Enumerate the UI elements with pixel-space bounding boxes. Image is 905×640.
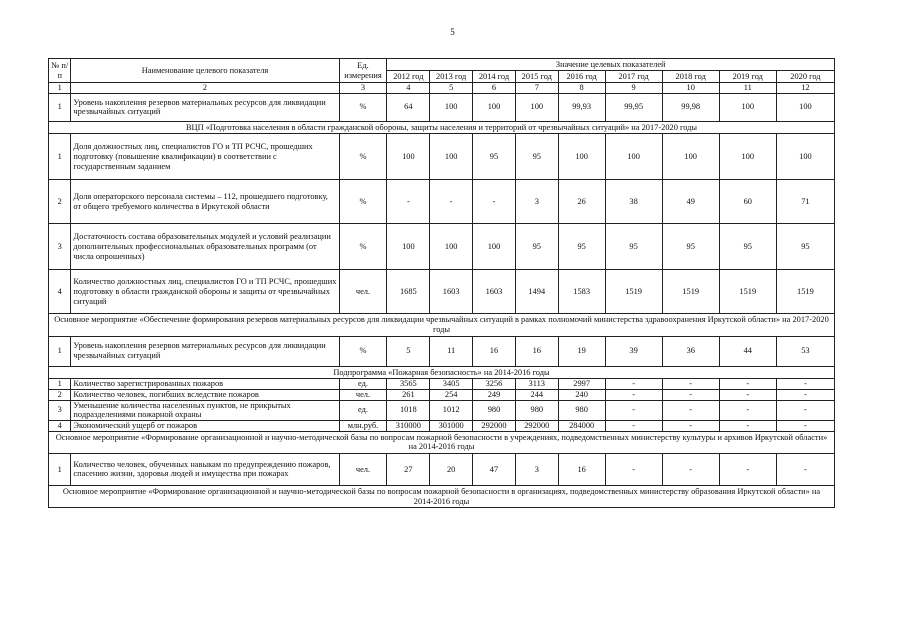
indicator-value: 11: [430, 336, 473, 366]
indicator-value: -: [719, 420, 776, 431]
header-year: 2013 год: [430, 71, 473, 83]
table-row: [49, 453, 835, 485]
indicator-value: 100: [430, 134, 473, 180]
indicator-value: 95: [558, 224, 605, 270]
table-row: [49, 336, 835, 366]
column-numbers-row: [49, 83, 835, 94]
indicator-value: 301000: [430, 420, 473, 431]
row-number: 4: [49, 420, 71, 431]
row-number: 1: [49, 134, 71, 180]
header-values-group: Значение целевых показателей: [387, 59, 835, 71]
indicator-value: -: [776, 389, 834, 400]
indicator-value: 310000: [387, 420, 430, 431]
indicator-value: 39: [605, 336, 662, 366]
indicator-name: Экономический ущерб от пожаров: [71, 420, 339, 431]
section-row: [49, 431, 835, 453]
indicator-value: 100: [719, 134, 776, 180]
indicator-value: 19: [558, 336, 605, 366]
indicator-value: 16: [558, 453, 605, 485]
page-number: 5: [450, 27, 455, 37]
indicator-value: 95: [719, 224, 776, 270]
indicator-value: 1519: [776, 270, 834, 314]
indicator-value: 3256: [473, 379, 516, 390]
unit: чел.: [339, 453, 387, 485]
header-year: 2019 год: [719, 71, 776, 83]
section-title: Основное мероприятие «Обеспечение формирования резервов материальных ресурсов для ликвидации чрезвычайных ситуаций в рамках полномочий министерства здравоохранения Иркутской области» на 2017-2020 годы: [49, 314, 835, 336]
indicator-value: 95: [776, 224, 834, 270]
indicator-value: 1519: [662, 270, 719, 314]
indicator-name: Количество человек, обученных навыкам по предупреждению пожаров, спасению жизни, здоровья людей и имущества при пожарах: [71, 453, 339, 485]
unit: ед.: [339, 379, 387, 390]
indicator-value: 95: [605, 224, 662, 270]
row-number: 1: [49, 93, 71, 121]
header-year: 2015 год: [515, 71, 558, 83]
indicator-value: 100: [558, 134, 605, 180]
indicator-value: -: [719, 379, 776, 390]
indicator-value: 38: [605, 180, 662, 224]
column-number: 4: [387, 83, 430, 94]
indicator-value: -: [605, 400, 662, 420]
indicator-value: 2997: [558, 379, 605, 390]
header-col-no: № п/п: [49, 59, 71, 83]
indicator-value: 100: [473, 224, 516, 270]
indicator-value: 261: [387, 389, 430, 400]
indicator-value: 100: [776, 134, 834, 180]
column-number: 10: [662, 83, 719, 94]
indicator-value: 1018: [387, 400, 430, 420]
indicator-name: Уровень накопления резервов материальных ресурсов для ликвидации чрезвычайных ситуаций: [71, 336, 339, 366]
row-number: 3: [49, 400, 71, 420]
indicator-name: Достаточность состава образовательных модулей и условий реализации дополнительных профессиональных образовательных программ (от числа опрошенных): [71, 224, 339, 270]
indicator-value: 3405: [430, 379, 473, 390]
indicator-value: 254: [430, 389, 473, 400]
indicator-value: 64: [387, 93, 430, 121]
unit: %: [339, 224, 387, 270]
indicator-value: 100: [662, 134, 719, 180]
indicator-value: 3: [515, 180, 558, 224]
indicator-value: -: [662, 420, 719, 431]
indicator-value: 1494: [515, 270, 558, 314]
indicator-value: 95: [515, 224, 558, 270]
indicator-name: Количество должностных лиц, специалистов ГО и ТП РСЧС, прошедших подготовку в области гражданской обороны и защиты от чрезвычайных ситуаций: [71, 270, 339, 314]
section-row: [49, 314, 835, 336]
column-number: 11: [719, 83, 776, 94]
indicator-value: 100: [473, 93, 516, 121]
indicator-name: Количество человек, погибших вследствие пожаров: [71, 389, 339, 400]
column-number: 12: [776, 83, 834, 94]
column-number: 5: [430, 83, 473, 94]
indicator-name: Доля должностных лиц, специалистов ГО и ТП РСЧС, прошедших подготовку (повышение квалификации) в соответствии с государственным заданием: [71, 134, 339, 180]
indicator-value: 20: [430, 453, 473, 485]
indicator-value: 1603: [430, 270, 473, 314]
indicator-value: 27: [387, 453, 430, 485]
indicator-value: 44: [719, 336, 776, 366]
table-row: [49, 270, 835, 314]
indicator-value: -: [719, 389, 776, 400]
indicator-value: 284000: [558, 420, 605, 431]
header-year: 2017 год: [605, 71, 662, 83]
table-row: [49, 400, 835, 420]
indicator-value: 1519: [719, 270, 776, 314]
header-year: 2012 год: [387, 71, 430, 83]
indicator-value: 100: [430, 93, 473, 121]
table-row: [49, 420, 835, 431]
column-number: 1: [49, 83, 71, 94]
indicator-value: 53: [776, 336, 834, 366]
indicator-value: -: [719, 400, 776, 420]
indicator-value: 980: [515, 400, 558, 420]
indicator-value: -: [605, 420, 662, 431]
header-year: 2016 год: [558, 71, 605, 83]
indicator-value: -: [605, 379, 662, 390]
indicator-value: 26: [558, 180, 605, 224]
header-col-name: Наименование целевого показателя: [71, 59, 339, 83]
section-title: Основное мероприятие «Формирование организационной и научно-методической базы по вопросам пожарной безопасности в учреждениях, подведомственных министерству культуры и архивов Иркутской области» на 2014-2016 годы: [49, 431, 835, 453]
indicator-value: 100: [430, 224, 473, 270]
indicator-value: -: [662, 379, 719, 390]
indicator-value: 249: [473, 389, 516, 400]
indicator-value: -: [776, 400, 834, 420]
indicator-value: 1685: [387, 270, 430, 314]
row-number: 2: [49, 389, 71, 400]
indicator-value: 99,93: [558, 93, 605, 121]
table-row: [49, 224, 835, 270]
indicator-value: 100: [776, 93, 834, 121]
unit: %: [339, 93, 387, 121]
table-row: [49, 389, 835, 400]
indicator-value: 99,98: [662, 93, 719, 121]
column-number: 6: [473, 83, 516, 94]
indicator-value: 47: [473, 453, 516, 485]
section-title: Подпрограмма «Пожарная безопасность» на 2014-2016 годы: [49, 366, 835, 379]
column-number: 9: [605, 83, 662, 94]
indicator-value: -: [387, 180, 430, 224]
indicator-name: Уровень накопления резервов материальных ресурсов для ликвидации чрезвычайных ситуаций: [71, 93, 339, 121]
row-number: 1: [49, 453, 71, 485]
indicator-value: 95: [662, 224, 719, 270]
row-number: 3: [49, 224, 71, 270]
row-number: 2: [49, 180, 71, 224]
table-row: [49, 93, 835, 121]
indicator-value: -: [662, 453, 719, 485]
section-row: [49, 366, 835, 379]
indicator-value: -: [605, 453, 662, 485]
indicator-value: 1012: [430, 400, 473, 420]
indicator-value: 3113: [515, 379, 558, 390]
indicator-value: -: [662, 400, 719, 420]
column-number: 3: [339, 83, 387, 94]
table-row: [49, 379, 835, 390]
indicator-value: 100: [387, 134, 430, 180]
header-year: 2018 год: [662, 71, 719, 83]
indicator-value: 292000: [473, 420, 516, 431]
column-number: 8: [558, 83, 605, 94]
indicator-name: Уменьшение количества населенных пунктов, не прикрытых подразделениями пожарной охраны: [71, 400, 339, 420]
indicator-value: 100: [605, 134, 662, 180]
table-row: [49, 134, 835, 180]
indicator-value: 60: [719, 180, 776, 224]
indicator-value: 980: [473, 400, 516, 420]
indicator-name: Количество зарегистрированных пожаров: [71, 379, 339, 390]
indicator-value: 100: [719, 93, 776, 121]
row-number: 4: [49, 270, 71, 314]
indicator-value: -: [605, 389, 662, 400]
indicator-value: 3565: [387, 379, 430, 390]
indicator-value: 95: [515, 134, 558, 180]
column-number: 7: [515, 83, 558, 94]
unit: млн.руб.: [339, 420, 387, 431]
section-title: Основное мероприятие «Формирование организационной и научно-методической базы по вопросам пожарной безопасности в организациях, подведомственных министерству образования Иркутской области» на 2014-2016 годы: [49, 485, 835, 507]
unit: %: [339, 180, 387, 224]
unit: чел.: [339, 389, 387, 400]
indicator-value: -: [473, 180, 516, 224]
indicator-value: -: [662, 389, 719, 400]
row-number: 1: [49, 336, 71, 366]
section-title: ВЦП «Подготовка населения в области гражданской обороны, защиты населения и территорий от чрезвычайных ситуаций» на 2017-2020 годы: [49, 121, 835, 134]
section-row: [49, 485, 835, 507]
header-col-unit: Ед. измерения: [339, 59, 387, 83]
header-year: 2020 год: [776, 71, 834, 83]
unit: ед.: [339, 400, 387, 420]
header-row: [49, 59, 835, 71]
indicator-value: 5: [387, 336, 430, 366]
indicator-value: 95: [473, 134, 516, 180]
unit: %: [339, 336, 387, 366]
section-row: [49, 121, 835, 134]
indicator-value: 980: [558, 400, 605, 420]
indicator-value: 3: [515, 453, 558, 485]
indicator-value: 100: [387, 224, 430, 270]
column-number: 2: [71, 83, 339, 94]
indicator-value: 16: [515, 336, 558, 366]
indicator-value: -: [776, 453, 834, 485]
indicator-value: 1583: [558, 270, 605, 314]
header-year: 2014 год: [473, 71, 516, 83]
unit: чел.: [339, 270, 387, 314]
indicator-value: 240: [558, 389, 605, 400]
indicator-value: 244: [515, 389, 558, 400]
table-body: [49, 59, 835, 508]
indicator-value: -: [430, 180, 473, 224]
indicator-value: 49: [662, 180, 719, 224]
indicator-value: 100: [515, 93, 558, 121]
indicator-value: 292000: [515, 420, 558, 431]
indicator-value: 1603: [473, 270, 516, 314]
indicator-value: -: [776, 379, 834, 390]
indicator-value: 16: [473, 336, 516, 366]
indicator-name: Доля операторского персонала системы – 112, прошедшего подготовку, от общего требуемого количества в Иркутской области: [71, 180, 339, 224]
indicator-value: -: [776, 420, 834, 431]
indicator-value: 71: [776, 180, 834, 224]
indicator-value: -: [719, 453, 776, 485]
target-indicators-table: [48, 58, 835, 508]
indicator-value: 99,95: [605, 93, 662, 121]
indicator-value: 36: [662, 336, 719, 366]
unit: %: [339, 134, 387, 180]
indicator-value: 1519: [605, 270, 662, 314]
row-number: 1: [49, 379, 71, 390]
table-row: [49, 180, 835, 224]
